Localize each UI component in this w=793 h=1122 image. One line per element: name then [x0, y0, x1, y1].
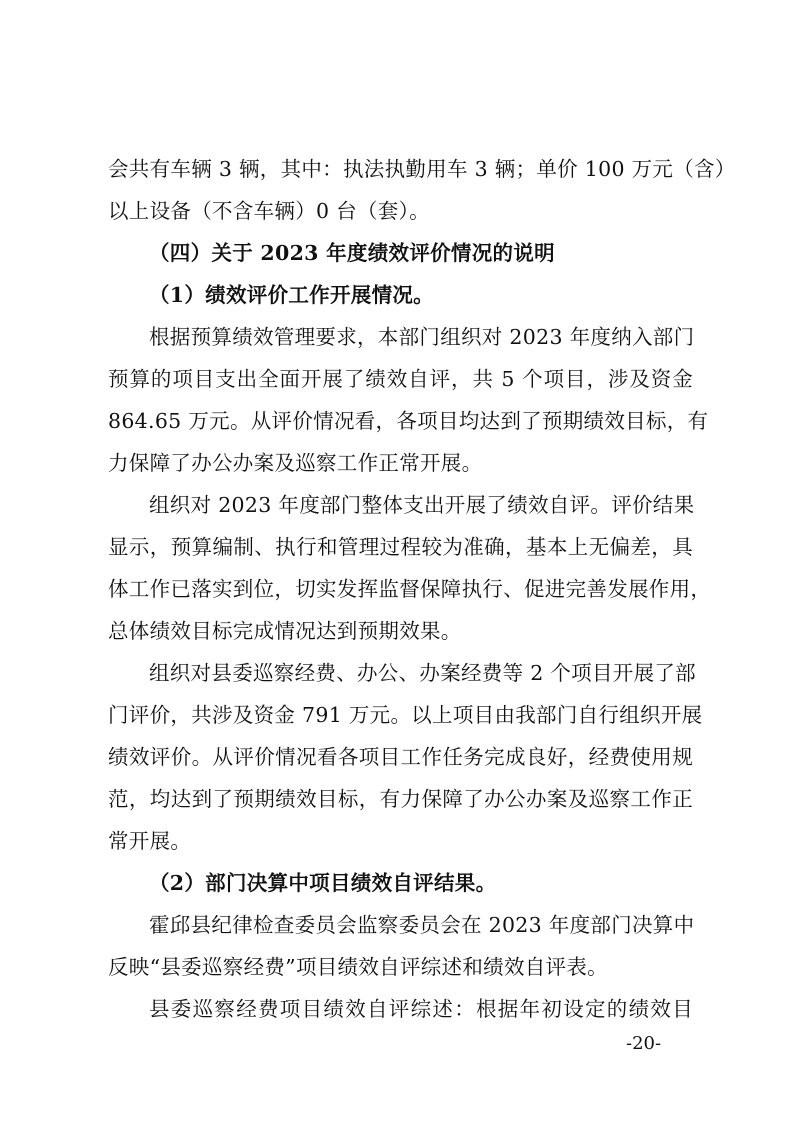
body-text-line: 864.65 万元。从评价情况看，各项目均达到了预期绩效目标，有 [108, 409, 709, 433]
section-heading: （四）关于 2023 年度绩效评价情况的说明 [149, 241, 555, 265]
body-text-line: 会共有车辆 3 辆，其中：执法执勤用车 3 辆；单价 100 万元（含） [108, 157, 736, 181]
body-text-line: 力保障了办公办案及巡察工作正常开展。 [108, 451, 483, 475]
body-text-line: 县委巡察经费项目绩效自评综述：根据年初设定的绩效目 [149, 997, 693, 1021]
body-text-line: 组织对 2023 年度部门整体支出开展了绩效自评。评价结果 [149, 493, 695, 517]
body-text-line: 体工作已落实到位，切实发挥监督保障执行、促进完善发展作用， [108, 577, 712, 601]
body-text-line: 预算的项目支出全面开展了绩效自评，共 5 个项目，涉及资金 [108, 367, 693, 391]
body-text-line: 反映“县委巡察经费”项目绩效自评综述和绩效自评表。 [108, 955, 608, 979]
body-text-line: 绩效评价。从评价情况看各项目工作任务完成良好，经费使用规 [108, 745, 693, 769]
body-text-line: 总体绩效目标完成情况达到预期效果。 [108, 619, 462, 643]
page-number: -20- [626, 1033, 662, 1054]
body-text-line: 门评价，共涉及资金 791 万元。以上项目由我部门自行组织开展 [108, 703, 703, 727]
body-text-line: 以上设备（不含车辆）0 台（套）。 [108, 199, 430, 223]
body-text-line: 常开展。 [108, 829, 192, 853]
body-text-line: 霍邱县纪律检查委员会监察委员会在 2023 年度部门决算中 [149, 913, 695, 937]
subsection-heading: （1）绩效评价工作开展情况。 [149, 283, 434, 307]
body-text-line: 组织对县委巡察经费、办公、办案经费等 2 个项目开展了部 [149, 661, 696, 685]
body-text-line: 范，均达到了预期绩效目标，有力保障了办公办案及巡察工作正 [108, 787, 693, 811]
body-text-line: 根据预算绩效管理要求，本部门组织对 2023 年度纳入部门 [149, 325, 695, 349]
subsection-heading: （2）部门决算中项目绩效自评结果。 [149, 871, 497, 895]
body-text-line: 显示，预算编制、执行和管理过程较为准确，基本上无偏差，具 [108, 535, 693, 559]
